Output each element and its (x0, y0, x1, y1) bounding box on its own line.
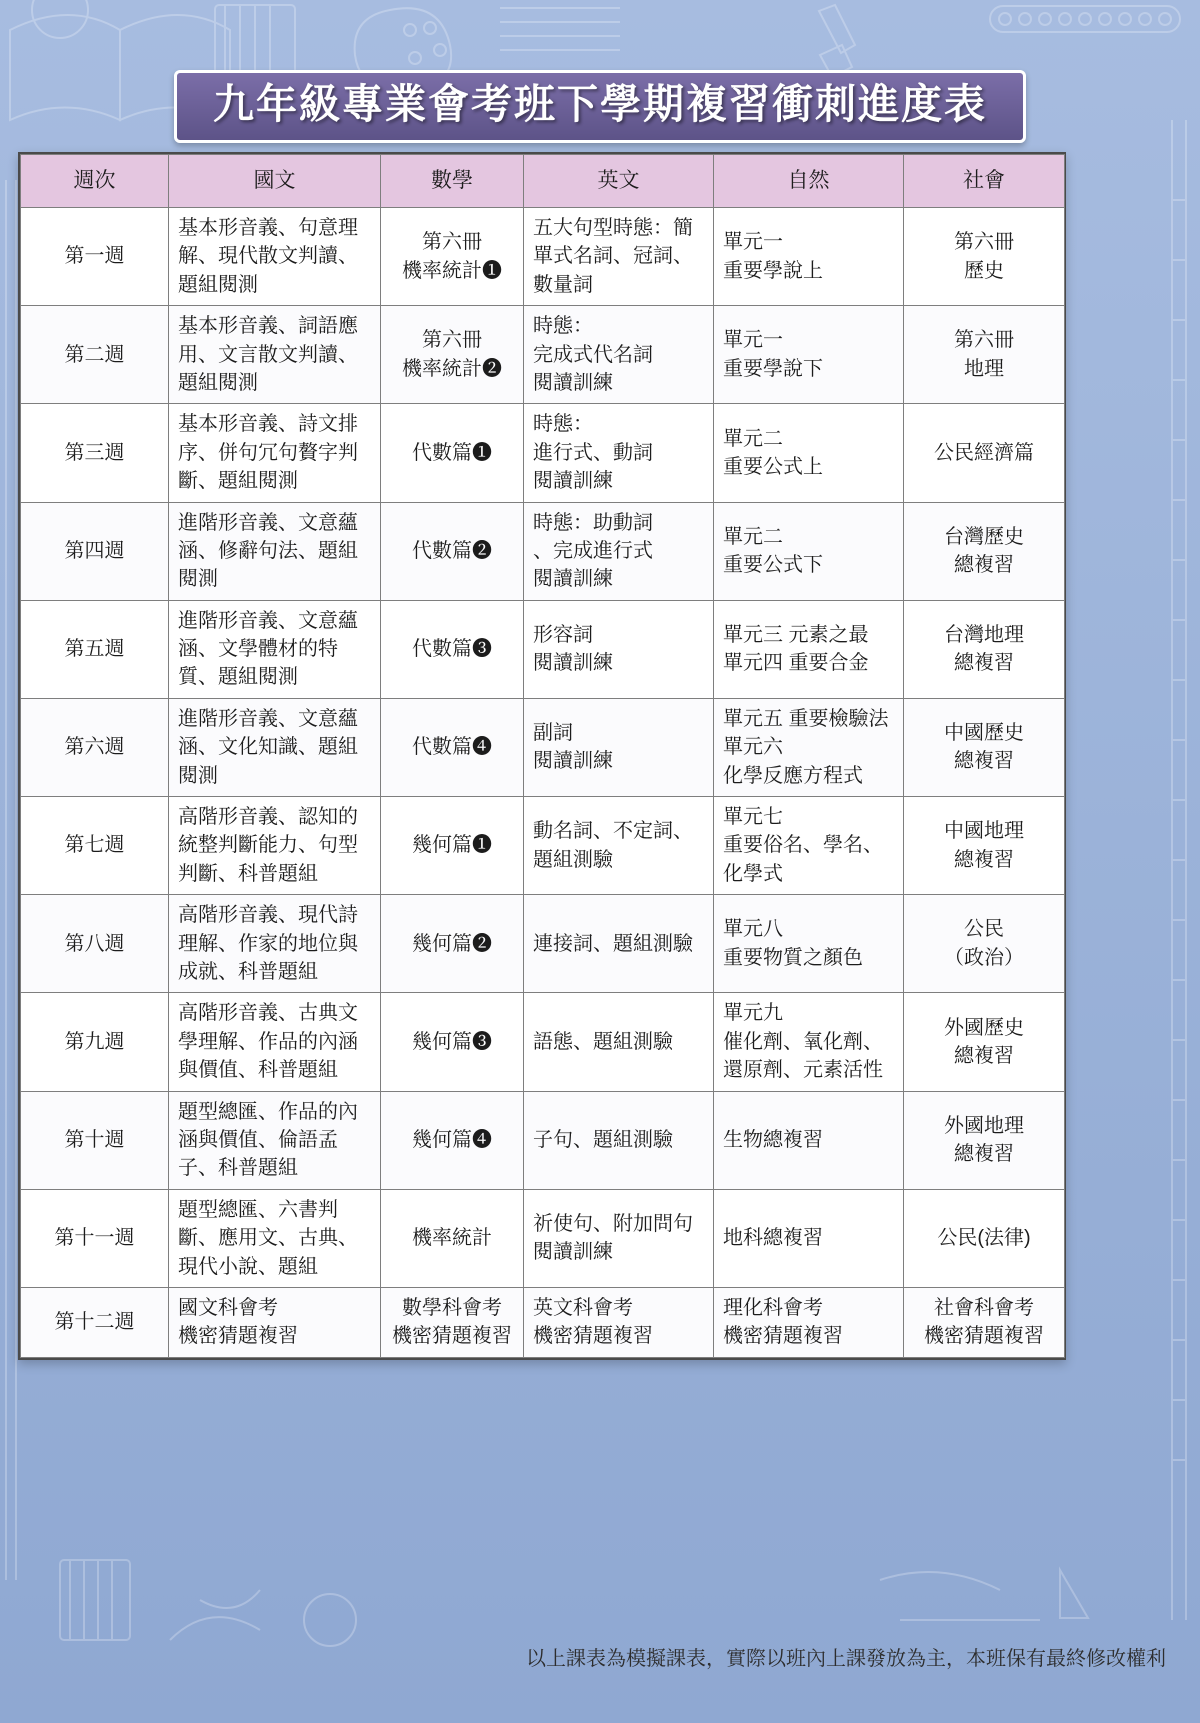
cell-chinese: 基本形音義、句意理解、現代散文判讀、題組閱測 (169, 208, 381, 306)
cell-science: 單元五 重要檢驗法 單元六 化學反應方程式 (714, 698, 904, 796)
cell-social: 外國地理 總複習 (904, 1091, 1065, 1189)
cell-social: 第六冊 歷史 (904, 208, 1065, 306)
table-header-row (21, 155, 1065, 208)
cell-chinese: 題型總匯、六書判斷、應用文、古典、現代小說、題組 (169, 1189, 381, 1287)
cell-english: 子句、題組測驗 (524, 1091, 714, 1189)
cell-week: 第十週 (21, 1091, 169, 1189)
cell-chinese: 高階形音義、現代詩理解、作家的地位與成就、科普題組 (169, 895, 381, 993)
table-row (21, 502, 1065, 600)
cell-english: 副詞 閱讀訓練 (524, 698, 714, 796)
cell-english: 時態： 完成式代名詞 閱讀訓練 (524, 306, 714, 404)
cell-math: 機率統計 (381, 1189, 524, 1287)
cell-chinese: 高階形音義、認知的統整判斷能力、句型判斷、科普題組 (169, 797, 381, 895)
cell-math: 代數篇❹ (381, 698, 524, 796)
page-title: 九年級專業會考班下學期複習衝刺進度表 (213, 80, 987, 128)
schedule-table (20, 154, 1065, 1358)
cell-social: 社會科會考 機密猜題複習 (904, 1287, 1065, 1357)
cell-math: 幾何篇❸ (381, 993, 524, 1091)
table-row (21, 993, 1065, 1091)
column-header-chinese: 國文 (169, 155, 381, 208)
cell-science: 單元七 重要俗名、學名、化學式 (714, 797, 904, 895)
cell-english: 形容詞 閱讀訓練 (524, 600, 714, 698)
cell-english: 時態：助動詞 、完成進行式 閱讀訓練 (524, 502, 714, 600)
cell-social: 中國地理 總複習 (904, 797, 1065, 895)
table-row (21, 208, 1065, 306)
column-header-science: 自然 (714, 155, 904, 208)
table-body (21, 208, 1065, 1358)
table-row (21, 404, 1065, 502)
cell-social: 公民(法律) (904, 1189, 1065, 1287)
cell-chinese: 國文科會考 機密猜題複習 (169, 1287, 381, 1357)
cell-chinese: 進階形音義、文意蘊涵、修辭句法、題組閱測 (169, 502, 381, 600)
cell-english: 語態、題組測驗 (524, 993, 714, 1091)
cell-math: 幾何篇❹ (381, 1091, 524, 1189)
title-container (0, 70, 1200, 143)
cell-chinese: 題型總匯、作品的內涵與價值、倫語孟子、科普題組 (169, 1091, 381, 1189)
cell-math: 代數篇❷ (381, 502, 524, 600)
schedule-table-container (18, 152, 1066, 1360)
title-bar (174, 70, 1026, 143)
cell-week: 第十一週 (21, 1189, 169, 1287)
cell-chinese: 進階形音義、文意蘊涵、文學體材的特質、題組閱測 (169, 600, 381, 698)
table-row (21, 895, 1065, 993)
cell-english: 祈使句、附加問句 閱讀訓練 (524, 1189, 714, 1287)
cell-week: 第七週 (21, 797, 169, 895)
cell-social: 中國歷史 總複習 (904, 698, 1065, 796)
cell-social: 外國歷史 總複習 (904, 993, 1065, 1091)
cell-week: 第八週 (21, 895, 169, 993)
cell-social: 台灣歷史 總複習 (904, 502, 1065, 600)
cell-math: 幾何篇❶ (381, 797, 524, 895)
cell-math: 第六冊 機率統計❶ (381, 208, 524, 306)
cell-week: 第五週 (21, 600, 169, 698)
cell-english: 五大句型時態：簡單式名詞、冠詞、數量詞 (524, 208, 714, 306)
cell-science: 單元九 催化劑、氧化劑、還原劑、元素活性 (714, 993, 904, 1091)
table-header (21, 155, 1065, 208)
cell-english: 動名詞、不定詞、題組測驗 (524, 797, 714, 895)
cell-chinese: 高階形音義、古典文學理解、作品的內涵與價值、科普題組 (169, 993, 381, 1091)
cell-science: 生物總複習 (714, 1091, 904, 1189)
cell-math: 代數篇❸ (381, 600, 524, 698)
cell-english: 連接詞、題組測驗 (524, 895, 714, 993)
cell-chinese: 基本形音義、詞語應用、文言散文判讀、題組閱測 (169, 306, 381, 404)
cell-week: 第二週 (21, 306, 169, 404)
cell-social: 第六冊 地理 (904, 306, 1065, 404)
cell-social: 公民 （政治） (904, 895, 1065, 993)
cell-science: 單元一 重要學說上 (714, 208, 904, 306)
cell-math: 代數篇❶ (381, 404, 524, 502)
cell-science: 單元二 重要公式上 (714, 404, 904, 502)
table-row (21, 306, 1065, 404)
cell-science: 理化科會考 機密猜題複習 (714, 1287, 904, 1357)
column-header-social: 社會 (904, 155, 1065, 208)
footer-note: 以上課表為模擬課表，實際以班內上課發放為主，本班保有最終修改權利 (526, 1648, 1166, 1670)
cell-math: 數學科會考 機密猜題複習 (381, 1287, 524, 1357)
cell-week: 第四週 (21, 502, 169, 600)
cell-english: 時態： 進行式、動詞 閱讀訓練 (524, 404, 714, 502)
cell-science: 地科總複習 (714, 1189, 904, 1287)
cell-week: 第六週 (21, 698, 169, 796)
cell-week: 第九週 (21, 993, 169, 1091)
table-row (21, 698, 1065, 796)
column-header-math: 數學 (381, 155, 524, 208)
cell-science: 單元一 重要學說下 (714, 306, 904, 404)
cell-social: 台灣地理 總複習 (904, 600, 1065, 698)
table-row (21, 797, 1065, 895)
column-header-week: 週次 (21, 155, 169, 208)
cell-social: 公民經濟篇 (904, 404, 1065, 502)
cell-science: 單元八 重要物質之顏色 (714, 895, 904, 993)
table-row (21, 1287, 1065, 1357)
cell-english: 英文科會考 機密猜題複習 (524, 1287, 714, 1357)
column-header-english: 英文 (524, 155, 714, 208)
table-row (21, 1091, 1065, 1189)
cell-science: 單元二 重要公式下 (714, 502, 904, 600)
cell-math: 幾何篇❷ (381, 895, 524, 993)
cell-week: 第一週 (21, 208, 169, 306)
cell-math: 第六冊 機率統計❷ (381, 306, 524, 404)
cell-week: 第十二週 (21, 1287, 169, 1357)
cell-chinese: 進階形音義、文意蘊涵、文化知識、題組閱測 (169, 698, 381, 796)
table-row (21, 600, 1065, 698)
cell-chinese: 基本形音義、詩文排序、併句冗句贅字判斷、題組閱測 (169, 404, 381, 502)
cell-week: 第三週 (21, 404, 169, 502)
cell-science: 單元三 元素之最 單元四 重要合金 (714, 600, 904, 698)
table-row (21, 1189, 1065, 1287)
